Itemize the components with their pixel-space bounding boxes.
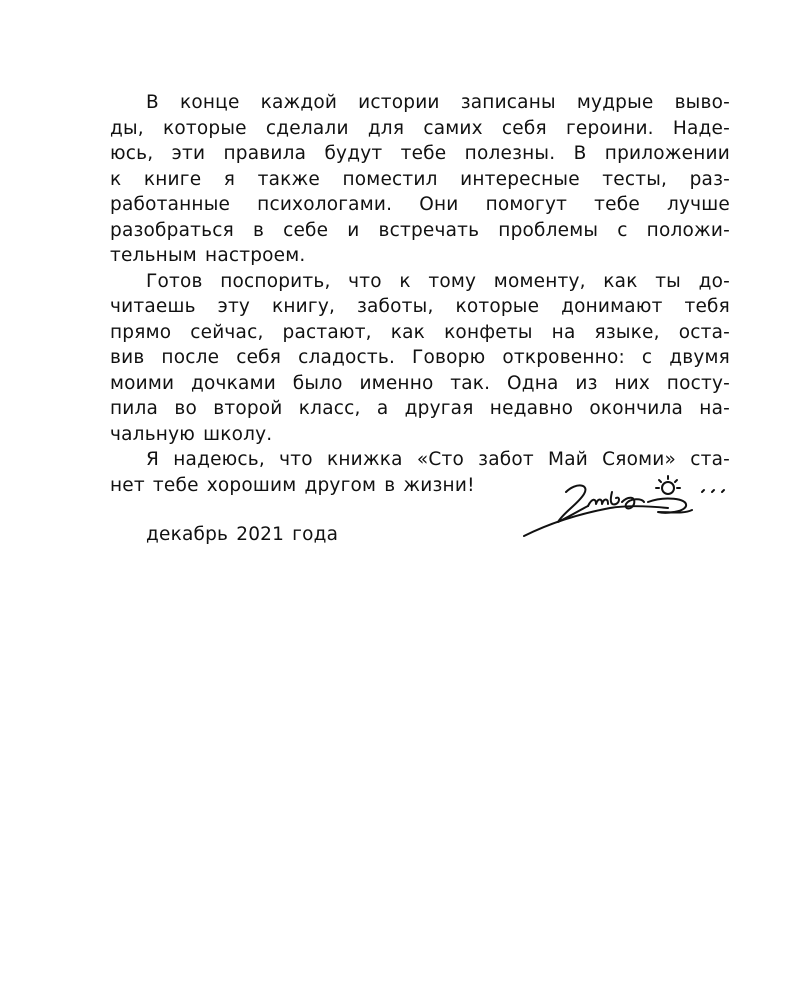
- text-line: вив после себя сладость. Говорю откровенно: с двумя: [110, 347, 730, 368]
- body-text: [110, 90, 730, 498]
- text-line: нет тебе хорошим другом в жизни!: [110, 474, 475, 496]
- text-line: читаешь эту книгу, заботы, которые донимают тебя: [110, 296, 730, 317]
- text-line: Готов поспорить, что к тому моменту, как ты до-: [146, 270, 730, 292]
- text-line: пила во второй класс, а другая недавно окончила на-: [110, 398, 730, 419]
- text-line: В конце каждой истории записаны мудрые выво-: [146, 92, 730, 113]
- handwritten-signature: [518, 472, 728, 544]
- text-line: тельным настроем.: [110, 245, 306, 266]
- text-line: работанные психологами. Они помогут тебе лучше: [110, 194, 730, 215]
- text-line: ды, которые сделали для самих себя героини. Наде-: [110, 117, 730, 139]
- paragraph-1: [110, 90, 730, 269]
- text-line: моими дочками было именно так. Одна из них посту-: [110, 372, 730, 394]
- text-line: прямо сейчас, растают, как конфеты на языке, оста-: [110, 321, 730, 343]
- text-line: разобраться в себе и встречать проблемы с положи-: [110, 219, 730, 241]
- date-line: декабрь 2021 года: [146, 524, 339, 545]
- text-line: юсь, эти правила будут тебе полезны. В приложении: [110, 143, 730, 164]
- text-line: Я надеюсь, что книжка «Сто забот Май Сяоми» ста-: [146, 449, 730, 470]
- paragraph-2: [110, 269, 730, 448]
- text-line: к книге я также поместил интересные тесты, раз-: [110, 168, 730, 190]
- text-line: чальную школу.: [110, 423, 273, 445]
